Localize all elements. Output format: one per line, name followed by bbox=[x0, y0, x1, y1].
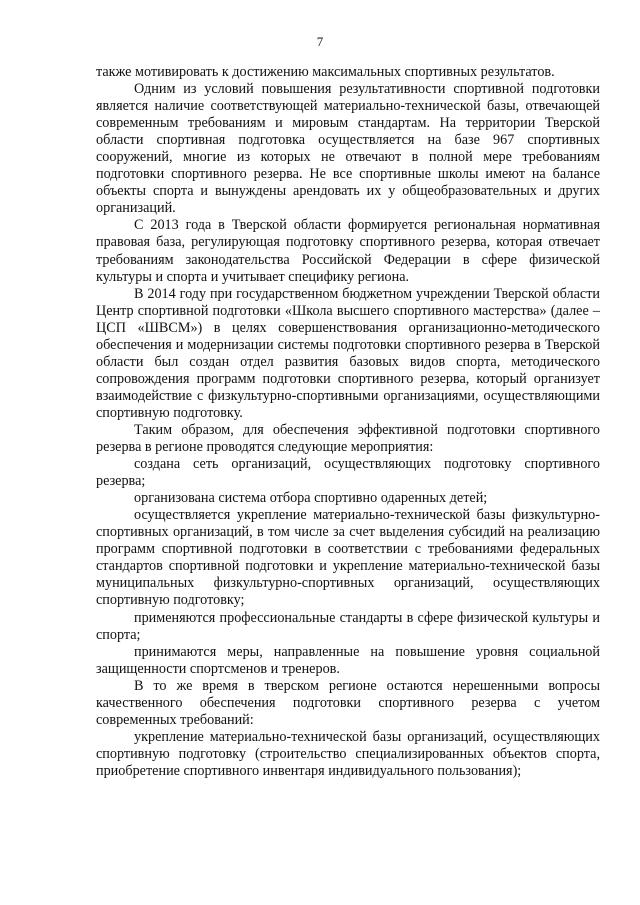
list-item-standards: применяются профессиональные стандарты в сфере физической культуры и спорта; bbox=[96, 609, 600, 643]
paragraph-unresolved-issues: В то же время в тверском регионе остаются нерешенными вопросы качественного обеспечения подготовки спортивного резерва с учетом современных требований: bbox=[96, 677, 600, 728]
page-number: 7 bbox=[316, 34, 324, 49]
list-item-social-protection: принимаются меры, направленные на повышение уровня социальной защищенности спортсменов и тренеров. bbox=[96, 643, 600, 677]
paragraph-measures-intro: Таким образом, для обеспечения эффективной подготовки спортивного резерва в регионе проводятся следующие мероприятия: bbox=[96, 421, 600, 456]
list-item-strengthening: осуществляется укрепление материально-технической базы физкультурно-спортивных организаций, в том числе за счет выделения субсидий на реализацию программ спортивной подготовки в соответствии с требованиями федеральных стандартов спортивной подготовки и укрепление материально-технической базы муниципальных физкультурно-спортивных организаций, осуществляющих спортивную подготовку; bbox=[96, 507, 600, 609]
paragraph-department-created: В 2014 году при государственном бюджетном учреждении Тверской области Центр спортивной подготовки «Школа высшего спортивного мастерства» (далее – ЦСП «ШВСМ») в целях совершенствования организационно-методического обеспечения и модернизации системы подготовки спортивного резерва в Тверской области был создан отдел развития базовых видов спорта, методического сопровождения программ подготовки спортивного резерва, который организует взаимодействие с физкультурно-спортивными организациями, осуществляющими спортивную подготовку. bbox=[96, 285, 600, 421]
paragraph-continuation: также мотивировать к достижению максимальных спортивных результатов. bbox=[96, 64, 555, 80]
list-item-network: создана сеть организаций, осуществляющих подготовку спортивного резерва; bbox=[96, 456, 600, 490]
list-item-selection-system: организована система отбора спортивно одаренных детей; bbox=[134, 490, 488, 507]
paragraph-material-base: Одним из условий повышения результативности спортивной подготовки является наличие соответствующей материально-технической базы, отвечающей современным требованиям и мировым стандартам. На территории Тверской области спортивная подготовка осуществляется на базе 967 спортивных сооружений, многие из которых не отвечают в полной мере требованиям подготовки спортивного резерва. Не все спортивные школы имеют на балансе объекты спорта и вынуждены арендовать их у общеобразовательных и других организаций. bbox=[96, 81, 600, 217]
document-body bbox=[96, 64, 600, 780]
paragraph-regulatory-base: С 2013 года в Тверской области формируется региональная нормативная правовая база, регулирующая подготовку спортивного резерва, которая отвечает требованиям законодательства Российской Федерации в сфере физической культуры и спорта и учитывает специфику региона. bbox=[96, 217, 600, 285]
list-item-material-strengthening: укрепление материально-технической базы организаций, осуществляющих спортивную подготовку (строительство специализированных объектов спорта, приобретение спортивного инвентаря индивидуального пользования); bbox=[96, 728, 600, 779]
